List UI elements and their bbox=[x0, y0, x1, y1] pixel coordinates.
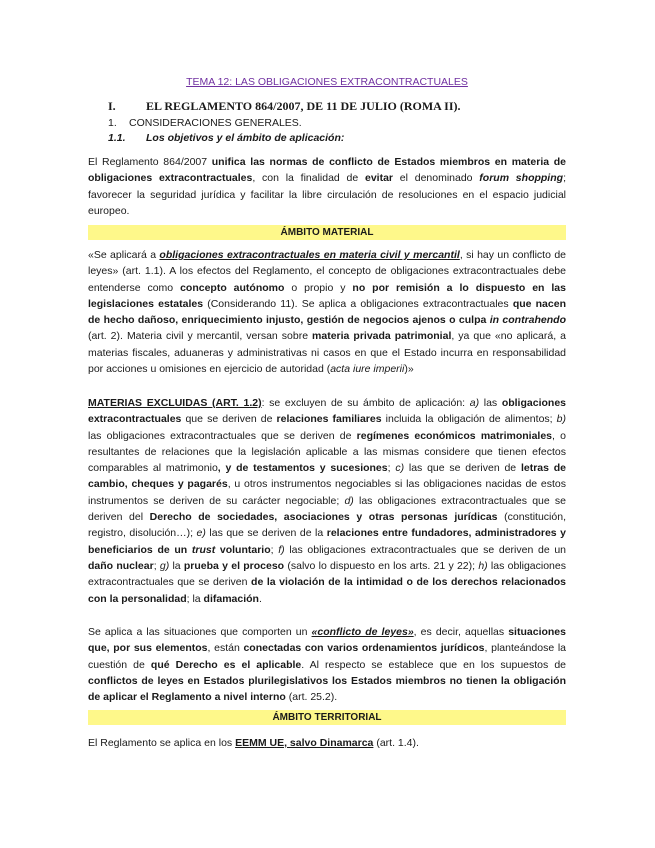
heading-2-number: 1. bbox=[108, 117, 117, 129]
heading-2-text: CONSIDERACIONES GENERALES. bbox=[129, 117, 302, 129]
heading-level-3 bbox=[108, 132, 344, 144]
heading-3-number: 1.1. bbox=[108, 132, 126, 144]
heading-level-1 bbox=[108, 99, 460, 114]
heading-3-text: Los objetivos y el ámbito de aplicación: bbox=[146, 132, 345, 144]
territorial-paragraph: El Reglamento se aplica en los EEMM UE, salvo Dinamarca (art. 1.4). bbox=[88, 737, 419, 749]
excluded-matters-paragraph: MATERIAS EXCLUIDAS (ART. 1.2): se excluyen de su ámbito de aplicación: a) las obligaciones extracontractuales que se deriven de relaciones familiares incluida la obligación de alimentos; b) las obligaciones extracontractuales que se deriven de regímenes económicos matrimoniales, o resultantes de relaciones que la legislación aplicable a las mismas considere que tienen efectos comparables al matrimonio, y de testamentos y sucesiones; c) las que se deriven de letras de cambio, cheques y pagarés, u otros instrumentos negociables si las obligaciones nacidas de estos instrumentos se deriven de su carácter negociable; d) las obligaciones extracontractuales que se deriven del Derecho de sociedades, asociaciones y otras personas jurídicas (constitución, registro, disolución…); e) las que se deriven de la relaciones entre fundadores, administradores y beneficiarios de un trust voluntario; f) las obligaciones extracontractuales que se deriven de un daño nuclear; g) la prueba y el proceso (salvo lo dispuesto en los arts. 21 y 22); h) las obligaciones extracontractuales que se deriven de la violación de la intimidad o de los derechos relacionados con la personalidad; la difamación. bbox=[88, 397, 567, 605]
heading-level-2 bbox=[108, 117, 302, 129]
section-header-territorial: ÁMBITO TERRITORIAL bbox=[88, 710, 566, 725]
material-paragraph: «Se aplicará a obligaciones extracontractuales en materia civil y mercantil, si hay un conflicto de leyes» (art. 1.1). A los efectos del Reglamento, el concepto de obligaciones extracontractuales debe entenderse como concepto autónomo o propio y no por remisión a lo dispuesto en las legislaciones estatales (Considerando 11). Se aplica a obligaciones extracontractuales que nacen de hecho dañoso, enriquecimiento injusto, gestión de negocios ajenos o culpa in contrahendo (art. 2). Materia civil y mercantil, versan sobre materia privada patrimonial, ya que «no aplicará, a materias fiscales, aduaneras y administrativas ni casos en que el Estado incurra en responsabilidad por acciones u omisiones en ejercicio de autoridad (acta iure imperii)» bbox=[88, 249, 566, 376]
conflict-of-laws-paragraph: Se aplica a las situaciones que comporten un «conflicto de leyes», es decir, aquellas situaciones que, por sus elementos, están conectadas con varios ordenamientos jurídicos, planteándose la cuestión de qué Derecho es el aplicable. Al respecto se establece que en los supuestos de conflictos de leyes en Estados plurilegislativos los Estados miembros no tienen la obligación de aplicar el Reglamento a nivel interno (art. 25.2). bbox=[88, 626, 567, 704]
heading-1-text: EL REGLAMENTO 864/2007, DE 11 DE JULIO (ROMA II). bbox=[146, 99, 461, 113]
document-title: TEMA 12: LAS OBLIGACIONES EXTRACONTRACTUALES bbox=[186, 76, 468, 88]
heading-1-number: I. bbox=[108, 99, 116, 113]
section-header-material: ÁMBITO MATERIAL bbox=[88, 225, 566, 240]
intro-paragraph: El Reglamento 864/2007 unifica las normas de conflicto de Estados miembros en materia de obligaciones extracontractuales, con la finalidad de evitar el denominado forum shopping; favorecer la seguridad jurídica y facilitar la libre circulación de resoluciones en el espacio judicial europeo. bbox=[88, 156, 566, 217]
